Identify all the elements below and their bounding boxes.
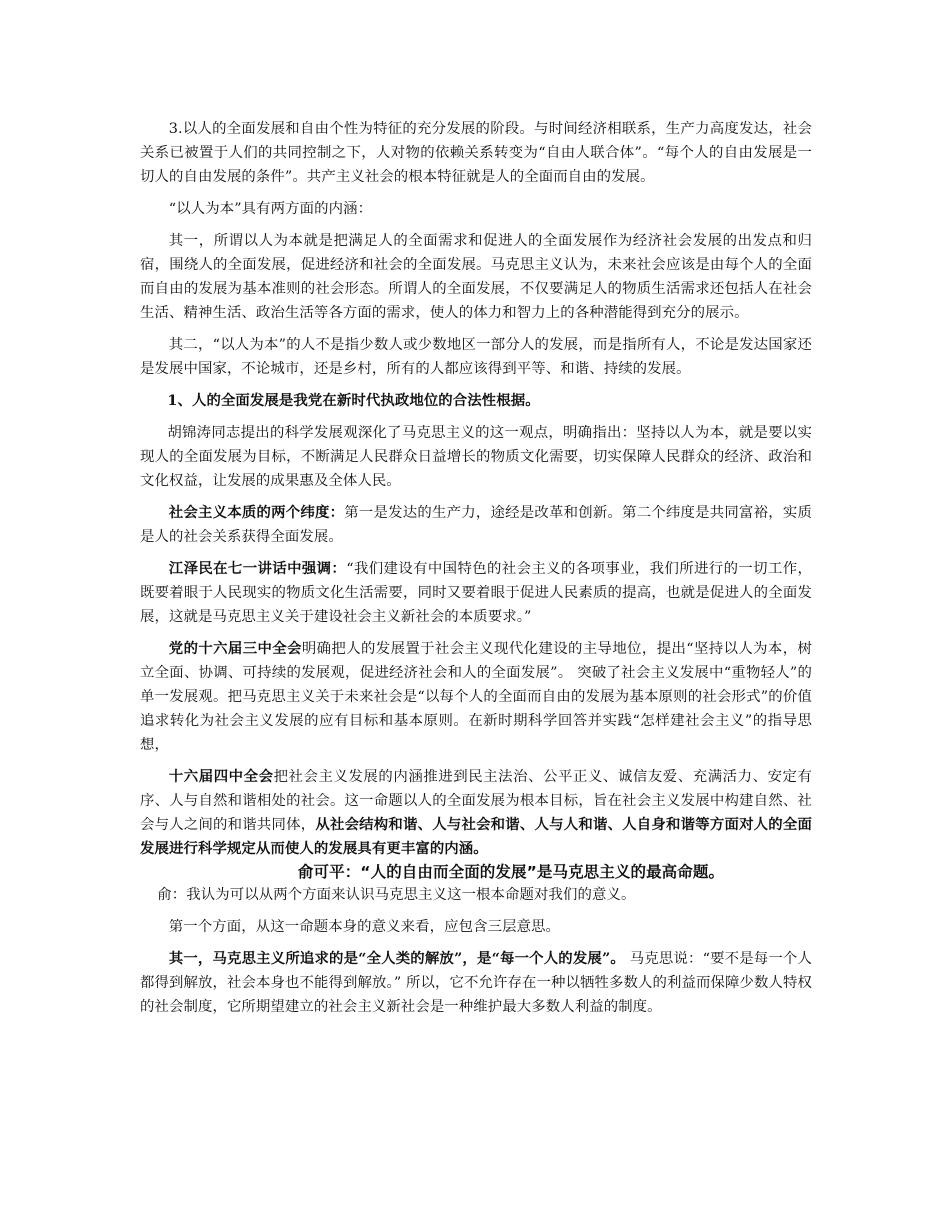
paragraph-jiang-speech-text: “我们建设有中国特色的社会主义的各项事业，我们所进行的一切工作，既要着眼于人民现实的物质文化生活需要，同时又要着眼于促进人民素质的提高，也就是促进人的全面发展，这就是马克思主义关于建设社会主义新社会的本质要求。”: [140, 561, 813, 625]
paragraph-fourth-plenum-text: 把社会主义发展的内涵推进到民主法治、公平正义、诚信友爱、充满活力、安定有序、人与自然和谐相处的社会。这一命题以人的全面发展为根本目标，旨在社会主义发展中构建自然、社会与人之间的和谐共同体，: [140, 769, 813, 833]
paragraph-jiang-speech-lead: 江泽民在七一讲话中强调：: [168, 560, 347, 577]
paragraph-fourth-plenum-lead: 十六届四中全会: [168, 768, 274, 785]
paragraph-people-first-intro: “以人为本”具有两方面的内涵：: [168, 201, 373, 217]
paragraph-socialism-essence: [140, 501, 812, 549]
paragraph-socialism-essence-text: 第一是发达的生产力，途经是改革和创新。第二个纬度是共同富裕，实质是人的社会关系获得全面发展。: [140, 505, 813, 545]
paragraph-third-plenum-lead: 党的十六届三中全会: [168, 640, 302, 657]
paragraph-jiang-speech: [140, 557, 812, 629]
paragraph-yu-answer: 俞：我认为可以从两个方面来认识马克思主义这一根本命题对我们的意义。: [157, 887, 636, 903]
paragraph-socialism-essence-lead: 社会主义本质的两个纬度：: [168, 504, 345, 521]
paragraph-first-aspect: 第一个方面，从这一命题本身的意义来看，应包含三层意思。: [168, 919, 561, 935]
paragraph-liberation: [140, 947, 812, 1019]
paragraph-liberation-text: 马克思说：“要不是每一个人都得到解放，社会本身也不能得到解放。” 所以，它不允许存在一种以牺牲多数人的利益而保障少数人特权的社会制度，它所期望建立的社会主义新社会是一种维护最大多数人利益的制度。: [140, 951, 812, 1015]
paragraph-fourth-plenum-emphasis: 从社会结构和谐、人与社会和谐、人与人和谐、人自身和谐等方面对人的全面发展进行科学规定从而使人的发展具有更丰富的内涵。: [140, 816, 813, 857]
paragraph-second-meaning: 其二，“以人为本”的人不是指少数人或少数地区一部分人的发展，而是指所有人，不论是发达国家还是发展中国家，不论城市，还是乡村，所有的人都应该得到平等、和谐、持续的发展。: [140, 337, 812, 377]
paragraph-development-stage: 3.以人的全面发展和自由个性为特征的充分发展的阶段。与时间经济相联系，生产力高度发达，社会关系已被置于人们的共同控制之下，人对物的依赖关系转变为“自由人联合体”。“每个人的自由发展是一切人的自由发展的条件”。共产主义社会的根本特征就是人的全面而自由的发展。: [140, 121, 812, 185]
paragraph-liberation-lead: 其一，马克思主义所追求的是“全人类的解放”，是“每一个人的发展”。: [168, 950, 625, 967]
section-heading-legitimacy: 1、人的全面发展是我党在新时代执政地位的合法性根据。: [167, 392, 540, 409]
paragraph-first-meaning: 其一，所谓以人为本就是把满足人的全面需求和促进人的全面发展作为经济社会发展的出发点和归宿，围绕人的全面发展，促进经济和社会的全面发展。马克思主义认为，未来社会应该是由每个人的全面而自由的发展为基本准则的社会形态。所谓人的全面发展，不仅要满足人的物质生活需求还包括人在社会生活、精神生活、政治生活等各方面的需求，使人的体力和智力上的各种潜能得到充分的展示。: [140, 233, 812, 321]
document-body: [140, 117, 812, 1019]
paragraph-scientific-development: 胡锦涛同志提出的科学发展观深化了马克思主义的这一观点，明确指出：坚持以人为本，就是要以实现人的全面发展为目标，不断满足人民群众日益增长的物质文化需要，切实保障人民群众的经济、政治和文化权益，让发展的成果惠及全体人民。: [140, 425, 812, 489]
section-heading-yu-keping: 俞可平：“人的自由而全面的发展”是马克思主义的最高命题。: [297, 863, 725, 881]
paragraph-third-plenum-text: 明确把人的发展置于社会主义现代化建设的主导地位，提出“坚持以人为本，树立全面、协调、可持续的发展观，促进经济社会和人的全面发展”。 突破了社会主义发展中“重物轻人”的单一发展观。把马克思主义关于未来社会是“以每个人的全面而自由的发展为基本原则的社会形式”的价值追求转化为社会主义发展的应有目标和基本原则。在新时期科学回答并实践“怎样建社会主义”的指导思想，: [140, 641, 812, 753]
paragraph-third-plenum: [140, 637, 812, 757]
paragraph-fourth-plenum: [140, 765, 812, 861]
